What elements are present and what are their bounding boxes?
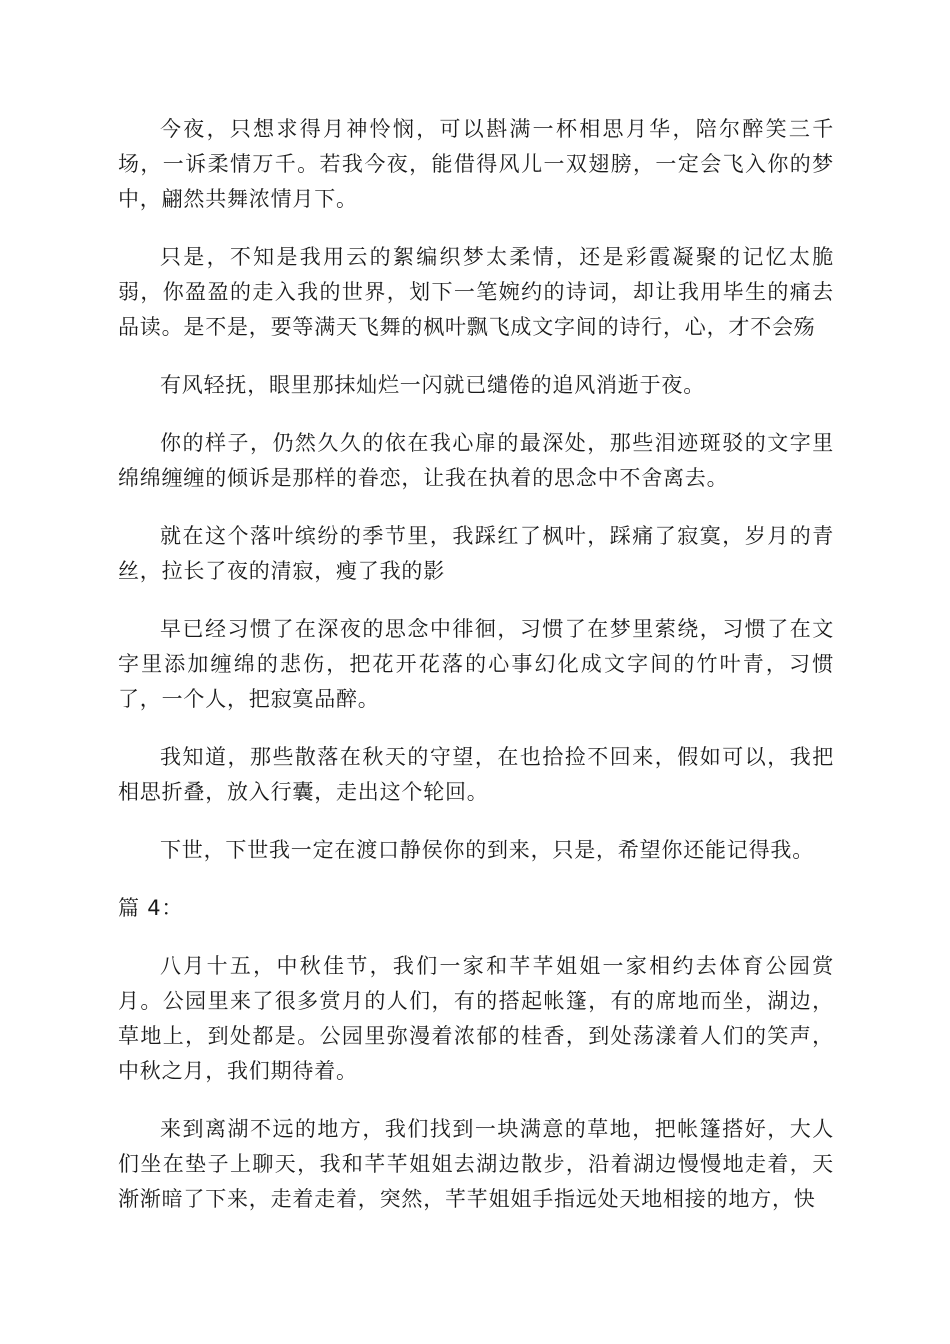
section-heading: 篇 4：	[118, 896, 184, 920]
section-paragraph-1: 八月十五，中秋佳节，我们一家和芊芊姐姐一家相约去体育公园赏月。公园里来了很多赏月的人们，有的搭起帐篷，有的席地而坐，湖边，草地上，到处都是。公园里弥漫着浓郁的桂香，到处荡漾着人们的笑声，中秋之月，我们期待着。	[118, 954, 834, 1083]
document-body	[118, 112, 834, 1240]
paragraph-5: 就在这个落叶缤纷的季节里，我踩红了枫叶，踩痛了寂寞，岁月的青丝，拉长了夜的清寂，瘦了我的影	[118, 524, 834, 583]
paragraph-4: 你的样子，仍然久久的依在我心扉的最深处，那些泪迹斑驳的文字里绵绵缠缠的倾诉是那样的眷恋，让我在执着的思念中不舍离去。	[118, 431, 834, 490]
paragraph-2: 只是，不知是我用云的絮编织梦太柔情，还是彩霞凝聚的记忆太脆弱，你盈盈的走入我的世界，划下一笔婉约的诗词，却让我用毕生的痛去品读。是不是，要等满天飞舞的枫叶飘飞成文字间的诗行，心，才不会殇	[118, 245, 834, 339]
paragraph-1: 今夜，只想求得月神怜悯，可以斟满一杯相思月华，陪尔醉笑三千场，一诉柔情万千。若我今夜，能借得风儿一双翅膀，一定会飞入你的梦中，翩然共舞浓情月下。	[118, 117, 834, 211]
section-paragraph-2: 来到离湖不远的地方，我们找到一块满意的草地，把帐篷搭好，大人们坐在垫子上聊天，我和芊芊姐姐去湖边散步，沿着湖边慢慢地走着，天渐渐暗了下来，走着走着，突然，芊芊姐姐手指远处天地相接的地方，快	[118, 1117, 834, 1211]
paragraph-3: 有风轻抚，眼里那抹灿烂一闪就已缱倦的追风消逝于夜。	[160, 373, 705, 397]
paragraph-6: 早已经习惯了在深夜的思念中徘徊，习惯了在梦里萦绕，习惯了在文字里添加缠绵的悲伤，把花开花落的心事幻化成文字间的竹叶青，习惯了，一个人，把寂寞品醉。	[118, 617, 834, 711]
paragraph-7: 我知道，那些散落在秋天的守望，在也拾捡不回来，假如可以，我把相思折叠，放入行囊，走出这个轮回。	[118, 745, 834, 804]
paragraph-8: 下世，下世我一定在渡口静侯你的到来，只是，希望你还能记得我。	[160, 838, 814, 862]
